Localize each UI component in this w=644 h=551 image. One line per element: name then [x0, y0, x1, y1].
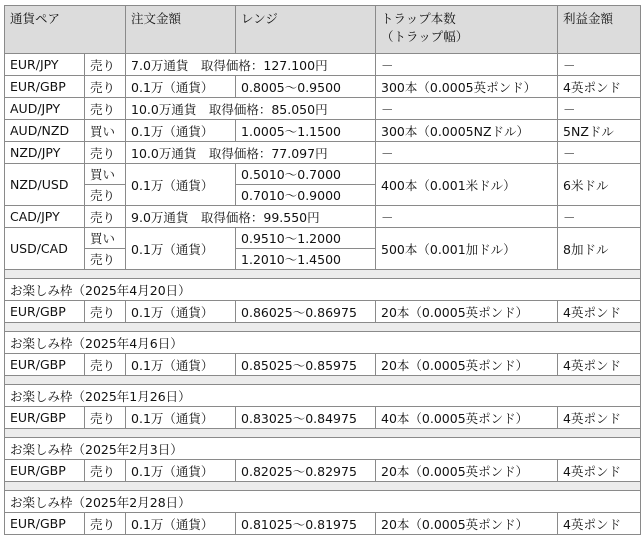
profit-cell: 4英ポンド [558, 301, 641, 323]
table-row [5, 164, 641, 185]
side-cell: 売り [85, 142, 126, 164]
profit-cell: 4英ポンド [558, 460, 641, 482]
range-cell: 0.7010～0.9000 [236, 185, 376, 206]
range-cell: 0.82025～0.82975 [236, 460, 376, 482]
pair-cell: EUR/GBP [5, 513, 85, 535]
side-cell: 買い [85, 228, 126, 249]
range-cell: 0.85025～0.85975 [236, 354, 376, 376]
side-cell: 売り [85, 76, 126, 98]
table-row [5, 301, 641, 323]
header-amount: 注文金額 [126, 6, 236, 54]
section-divider [5, 270, 641, 279]
header-range: レンジ [236, 6, 376, 54]
section-title: お楽しみ枠（2025年4月20日） [5, 279, 641, 301]
pair-cell: EUR/GBP [5, 76, 85, 98]
range-cell: 0.9510～1.2000 [236, 228, 376, 249]
header-row [5, 6, 641, 54]
side-cell: 売り [85, 185, 126, 206]
side-cell: 買い [85, 164, 126, 185]
section-title: お楽しみ枠（2025年1月26日） [5, 385, 641, 407]
amount-cell: 0.1万（通貨） [126, 76, 236, 98]
pair-cell: NZD/USD [5, 164, 85, 206]
traps-cell: － [376, 98, 558, 120]
amount-cell: 10.0万通貨 取得価格：85.050円 [126, 98, 376, 120]
profit-cell: 5NZドル [558, 120, 641, 142]
table-row [5, 76, 641, 98]
side-cell: 売り [85, 206, 126, 228]
pair-cell: EUR/GBP [5, 460, 85, 482]
pair-cell: EUR/GBP [5, 407, 85, 429]
pair-cell: USD/CAD [5, 228, 85, 270]
trap-table [4, 5, 641, 535]
profit-cell: 4英ポンド [558, 76, 641, 98]
traps-cell: 500本（0.001加ドル） [376, 228, 558, 270]
table-row [5, 120, 641, 142]
traps-cell: 20本（0.0005英ポンド） [376, 460, 558, 482]
traps-cell: 40本（0.0005英ポンド） [376, 407, 558, 429]
profit-cell: 4英ポンド [558, 407, 641, 429]
profit-cell: － [558, 142, 641, 164]
table-row [5, 206, 641, 228]
table-row [5, 460, 641, 482]
amount-cell: 0.1万（通貨） [126, 460, 236, 482]
header-profit: 利益金額 [558, 6, 641, 54]
range-cell: 1.0005～1.1500 [236, 120, 376, 142]
section-title: お楽しみ枠（2025年4月6日） [5, 332, 641, 354]
pair-cell: EUR/JPY [5, 54, 85, 76]
table-row [5, 354, 641, 376]
table-row [5, 228, 641, 249]
table-row [5, 98, 641, 120]
traps-cell: 20本（0.0005英ポンド） [376, 513, 558, 535]
section-divider [5, 482, 641, 491]
profit-cell: － [558, 54, 641, 76]
profit-cell: － [558, 206, 641, 228]
side-cell: 売り [85, 354, 126, 376]
range-cell: 0.86025～0.86975 [236, 301, 376, 323]
pair-cell: AUD/JPY [5, 98, 85, 120]
header-pair: 通貨ペア [5, 6, 126, 54]
range-cell: 0.83025～0.84975 [236, 407, 376, 429]
section-divider [5, 429, 641, 438]
amount-cell: 0.1万（通貨） [126, 120, 236, 142]
header-traps: トラップ本数 （トラップ幅） [376, 6, 558, 54]
range-cell: 0.81025～0.81975 [236, 513, 376, 535]
side-cell: 売り [85, 460, 126, 482]
amount-cell: 0.1万（通貨） [126, 407, 236, 429]
pair-cell: NZD/JPY [5, 142, 85, 164]
range-cell: 0.5010～0.7000 [236, 164, 376, 185]
amount-cell: 0.1万（通貨） [126, 513, 236, 535]
side-cell: 売り [85, 98, 126, 120]
table-row [5, 407, 641, 429]
traps-cell: － [376, 206, 558, 228]
traps-cell: － [376, 54, 558, 76]
range-cell: 0.8005～0.9500 [236, 76, 376, 98]
pair-cell: EUR/GBP [5, 354, 85, 376]
pair-cell: EUR/GBP [5, 301, 85, 323]
table-row [5, 142, 641, 164]
side-cell: 売り [85, 249, 126, 270]
profit-cell: 4英ポンド [558, 513, 641, 535]
amount-cell: 0.1万（通貨） [126, 354, 236, 376]
profit-cell: － [558, 98, 641, 120]
side-cell: 売り [85, 301, 126, 323]
amount-cell: 0.1万（通貨） [126, 228, 236, 270]
range-cell: 1.2010～1.4500 [236, 249, 376, 270]
amount-cell: 7.0万通貨 取得価格：127.100円 [126, 54, 376, 76]
traps-cell: 400本（0.001米ドル） [376, 164, 558, 206]
profit-cell: 8加ドル [558, 228, 641, 270]
amount-cell: 0.1万（通貨） [126, 164, 236, 206]
pair-cell: AUD/NZD [5, 120, 85, 142]
table-row [5, 513, 641, 535]
side-cell: 売り [85, 407, 126, 429]
traps-cell: 20本（0.0005英ポンド） [376, 301, 558, 323]
side-cell: 売り [85, 513, 126, 535]
amount-cell: 0.1万（通貨） [126, 301, 236, 323]
profit-cell: 4英ポンド [558, 354, 641, 376]
amount-cell: 9.0万通貨 取得価格：99.550円 [126, 206, 376, 228]
traps-cell: 20本（0.0005英ポンド） [376, 354, 558, 376]
section-title: お楽しみ枠（2025年2月28日） [5, 491, 641, 513]
traps-cell: － [376, 142, 558, 164]
amount-cell: 10.0万通貨 取得価格：77.097円 [126, 142, 376, 164]
section-divider [5, 376, 641, 385]
profit-cell: 6米ドル [558, 164, 641, 206]
table-row [5, 54, 641, 76]
traps-cell: 300本（0.0005NZドル） [376, 120, 558, 142]
side-cell: 売り [85, 54, 126, 76]
pair-cell: CAD/JPY [5, 206, 85, 228]
section-title: お楽しみ枠（2025年2月3日） [5, 438, 641, 460]
side-cell: 買い [85, 120, 126, 142]
traps-cell: 300本（0.0005英ポンド） [376, 76, 558, 98]
section-divider [5, 323, 641, 332]
